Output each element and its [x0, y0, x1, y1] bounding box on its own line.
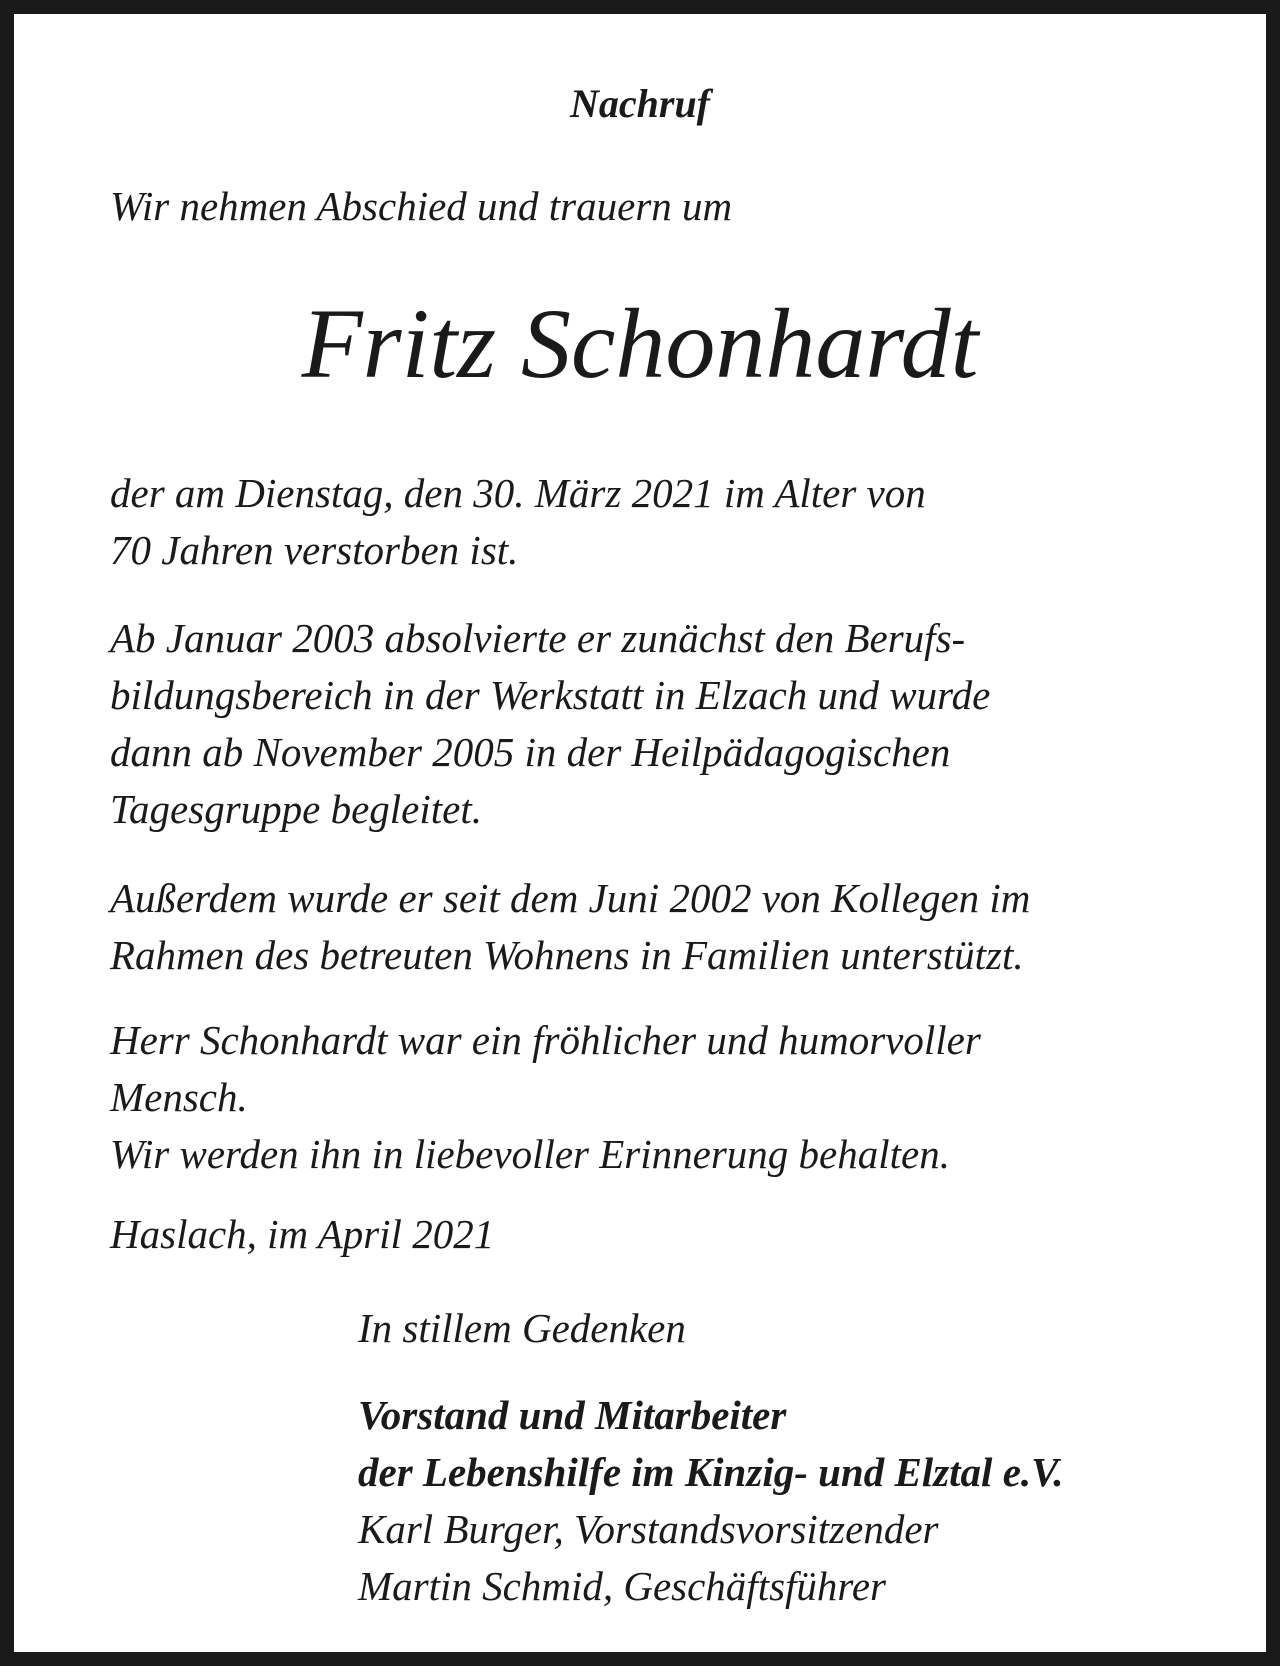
paragraph-character: [110, 1012, 981, 1183]
signature-block: [358, 1387, 1063, 1615]
paragraph-line: Rahmen des betreuten Wohnens in Familien unterstützt.: [110, 932, 1024, 978]
organization-line-2: der Lebenshilfe im Kinzig- und Elztal e.V.: [358, 1449, 1064, 1495]
paragraph-support: [110, 870, 1030, 984]
paragraph-line: bildungsbereich in der Werkstatt in Elzach und wurde: [110, 672, 991, 718]
paragraph-line: Tagesgruppe begleitet.: [110, 786, 483, 832]
paragraph-career: [110, 610, 990, 838]
intro-text: Wir nehmen Abschied und trauern um: [110, 183, 733, 229]
paragraph-line: dann ab November 2005 in der Heilpädagogischen: [110, 729, 951, 775]
signatory-director: Martin Schmid, Geschäftsführer: [358, 1563, 887, 1609]
paragraph-line: Herr Schonhardt war ein fröhlicher und humorvoller: [110, 1017, 981, 1063]
paragraph-line: Ab Januar 2003 absolvierte er zunächst den Berufs-: [110, 615, 966, 661]
organization-line-1: Vorstand und Mitarbeiter: [358, 1392, 787, 1438]
notice-title: Nachruf: [569, 81, 711, 126]
deceased-name: Fritz Schonhardt: [301, 288, 979, 399]
paragraph-line: Wir werden ihn in liebevoller Erinnerung behalten.: [110, 1131, 950, 1177]
place-and-date: Haslach, im April 2021: [110, 1211, 495, 1257]
paragraph-line: der am Dienstag, den 30. März 2021 im Alter von: [110, 470, 926, 516]
paragraph-line: Außerdem wurde er seit dem Juni 2002 von Kollegen im: [110, 875, 1031, 921]
paragraph-line: Mensch.: [110, 1074, 248, 1120]
paragraph-line: 70 Jahren verstorben ist.: [110, 527, 519, 573]
signatory-chairman: Karl Burger, Vorstandsvorsitzender: [358, 1506, 939, 1552]
paragraph-death-date: [110, 465, 926, 579]
in-memory-phrase: In stillem Gedenken: [358, 1305, 686, 1351]
